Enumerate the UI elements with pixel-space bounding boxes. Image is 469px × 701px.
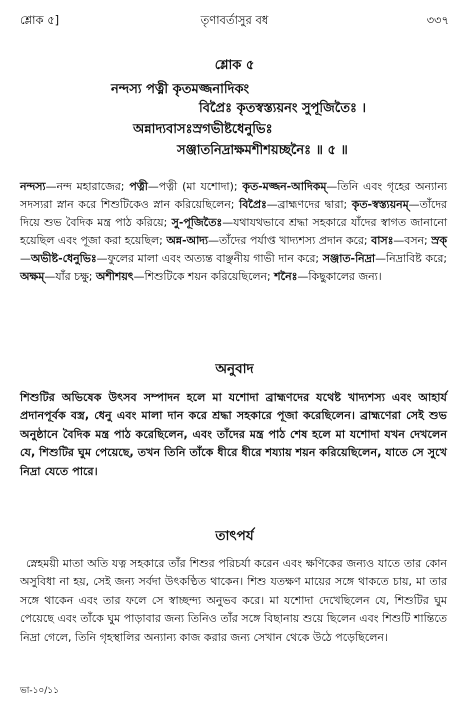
header-verse-ref: শ্লোক ৫] (20, 13, 60, 27)
synonym-term: সু-পূজিতৈঃ (171, 216, 223, 229)
synonym-meaning: —কিছুকালের জন্য। (297, 270, 382, 283)
translation-heading: অনুবাদ (215, 361, 254, 377)
header-page-number: ৩৩৭ (426, 13, 449, 27)
synonym-term: অভীষ্ট-ধেনুভিঃ (30, 252, 97, 265)
synonym-term: বিপ্রৈঃ (239, 198, 267, 211)
verse-line: বিপ্রৈঃ কৃতস্বস্ত্যয়নং সুপূজিতৈঃ । (199, 101, 367, 116)
synonym-term: নন্দস্য (20, 180, 46, 193)
synonym-meaning: —ফুলের মালা এবং অত্যন্ত বাঞ্ছনীয় গাভী দান করে; (96, 252, 323, 265)
synonym-term: অশীশয়ৎ (95, 270, 134, 283)
synonym-term: অন্ন-আদ্য (166, 234, 209, 247)
synonym-meaning: —যথাযথভাবে শ্রদ্ধা সহকারে যাঁদের স্বাগত জানানো হয়েছিল এবং পূজা করা হয়েছিল; (20, 216, 447, 247)
synonym-meaning: —পত্নী (মা যশোদা); (147, 180, 243, 193)
synonym-meaning: —তাঁদের পর্যাপ্ত খাদ্যশস্য প্রদান করে; (208, 234, 372, 247)
synonym-term: কৃত-মজ্জন-আদিকম্ (242, 180, 327, 193)
synonym-term: পত্নী (129, 180, 148, 193)
synonym-meaning: —নন্দ মহারাজের; (45, 180, 130, 193)
header-chapter-title: তৃণাবর্তাসুর বধ (200, 13, 269, 27)
word-for-word-synonyms (20, 178, 447, 286)
synonym-meaning: — (20, 252, 31, 265)
synonym-meaning: —যাঁর চক্ষু; (44, 270, 96, 283)
synonym-meaning: —ব্রাহ্মণদের দ্বারা; (266, 198, 352, 211)
synonym-term: বাসঃ (371, 234, 394, 247)
synonym-term: অক্ষম্ (20, 270, 45, 283)
verse-title: শ্লোক ৫ (214, 58, 255, 73)
synonym-meaning: —বসন; (393, 234, 432, 247)
synonym-meaning: —শিশুটিকে শয়ন করিয়েছিলেন; (133, 270, 275, 283)
synonym-meaning: —তিনি এবং গৃহের অন্যান্য সদস্যরা স্নান করে শিশুটিকেও স্নান করিয়েছিলেন; (20, 180, 447, 211)
page-footer-signature: ভা-১০/১১ (20, 686, 59, 696)
synonym-term: সঞ্জাত-নিদ্রা (322, 252, 376, 265)
synonym-term: শনৈঃ (274, 270, 298, 283)
purport-text: স্নেহময়ী মাতা অতি যত্ন সহকারে তাঁর শিশুর পরিচর্যা করেন এবং ক্ষণিকের জন্যও যাতে তার কোন অসুবিধা না হয়, সেই জন্য সর্বদা উৎকণ্ঠিত থাকেন। শিশু যতক্ষণ মায়ের সঙ্গে থাকতে চায়, মা তার সঙ্গে থাকেন এবং তার ফলে সে স্বাচ্ছন্দ্য অনুভব করে। মা যশোদা দেখেছিলেন যে, শিশুটির ঘুম পেয়েছে এবং তাঁকে ঘুম পাড়াবার জন্য তিনিও তাঁর সঙ্গে বিছানায় শুয়ে ছিলেন এবং শিশুটি শান্তিতে নিদ্রা গেলে, তিনি গৃহস্থালির অন্যান্য কাজ করার জন্য সেখান থেকে উঠে পড়েছিলেন। (20, 557, 447, 644)
synonym-term: কৃত-স্বস্ত্যয়নম্ (351, 198, 409, 211)
synonym-meaning: —তাঁদের দিয়ে শুভ বৈদিক মন্ত্র পাঠ করিয়ে; (20, 198, 447, 229)
verse-line: সঞ্জাতনিদ্রাক্ষমশীশয়চ্ছনৈঃ ॥ ৫ ॥ (177, 143, 348, 158)
page-header (20, 12, 449, 30)
verse-line: নন্দস্য পত্নী কৃতমজ্জনাদিকং (111, 82, 250, 97)
purport-heading: তাৎপর্য (215, 528, 254, 544)
translation-text: শিশুটির অভিষেক উৎসব সম্পাদন হলে মা যশোদা ব্রাহ্মণদের যথেষ্ট খাদ্যশস্য এবং আহার্য প্রদানপূর্বক বস্ত্র, ধেনু এবং মালা দান করে শ্রদ্ধা সহকারে পূজা করেছিলেন। ব্রাহ্মণেরা সেই শুভ অনুষ্ঠানে বৈদিক মন্ত্র পাঠ করেছিলেন, এবং তাঁদের মন্ত্র পাঠ শেষ হলে মা যশোদা যখন দেখলেন যে, শিশুটির ঘুম পেয়েছে, তখন তিনি তাঁকে ধীরে ধীরে শয্যায় শয়ন করিয়েছিলেন, যাতে সে সুখে নিদ্রা যেতে পারে। (20, 391, 447, 478)
verse-line: অন্নাদ্যবাসঃস্রগভীষ্টধেনুভিঃ (133, 122, 273, 137)
synonym-term: স্রক্ (431, 234, 447, 247)
synonym-meaning: —নিদ্রাবিষ্ট করে; (375, 252, 447, 265)
